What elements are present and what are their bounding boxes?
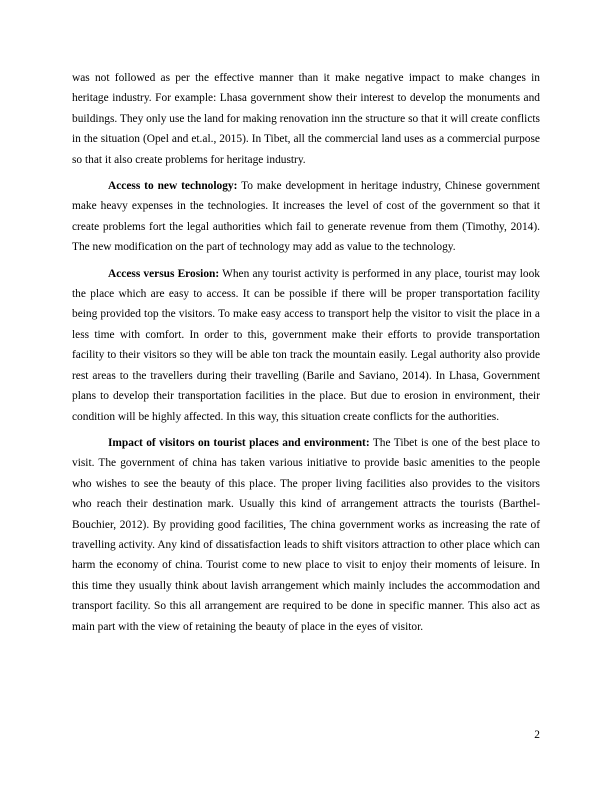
page-number: 2	[534, 729, 540, 741]
paragraph-continuation	[72, 68, 540, 170]
paragraph-impact-visitors	[72, 433, 540, 637]
paragraph-heading: Impact of visitors on tourist places and environment:	[108, 436, 370, 449]
paragraph-heading: Access to new technology:	[108, 180, 238, 193]
paragraph-text: To make development in heritage industry, Chinese government make heavy expenses in the technologies. It increases the level of cost of the government so that it create problems fort the legal authorities which fail to generate revenue from them (Timothy, 2014). The new modification on the part of technology may add as value to the technology.	[72, 180, 540, 254]
paragraph-heading: Access versus Erosion:	[108, 267, 220, 280]
paragraph-text: was not followed as per the effective manner than it make negative impact to make changes in heritage industry. For example: Lhasa government show their interest to develop the monuments and buildings. They only use the land for making renovation inn the structure so that it will create conflicts in the situation (Opel and et.al., 2015). In Tibet, all the commercial land uses as a commercial purpose so that it also create problems for heritage industry.	[72, 72, 540, 166]
paragraph-access-technology	[72, 176, 540, 258]
page-content	[72, 68, 540, 643]
paragraph-text: The Tibet is one of the best place to visit. The government of china has taken various initiative to provide basic amenities to the people who wishes to see the beauty of this place. The proper living facilities also provides to the visitors who reach their destination mark. Usually this kind of arrangement attracts the tourists (Barthel-Bouchier, 2012). By providing good facilities, The china government works as increasing the rate of travelling activity. Any kind of dissatisfaction leads to shift visitors attraction to other place which can harm the economy of china. Tourist come to new place to visit to enjoy their moments of leisure. In this time they usually think about lavish arrangement which mainly includes the accommodation and transport facility. So this all arrangement are required to be done in specific manner. This also act as main part with the view of retaining the beauty of place in the eyes of visitor.	[72, 436, 540, 633]
paragraph-access-erosion	[72, 264, 540, 427]
paragraph-text: When any tourist activity is performed in any place, tourist may look the place which are easy to access. It can be possible if there will be proper transportation facility being provided top the visitors. To make easy access to transport help the visitor to visit the place in a less time with comfort. In order to this, government make their efforts to provide transportation facility to their visitors so they will be able ton track the mountain easily. Legal authority also provide rest areas to the travellers during their travelling (Barile and Saviano, 2014). In Lhasa, Government plans to develop their transportation facilities in the place. But due to erosion in environment, their condition will be highly affected. In this way, this situation create conflicts for the authorities.	[72, 267, 540, 423]
